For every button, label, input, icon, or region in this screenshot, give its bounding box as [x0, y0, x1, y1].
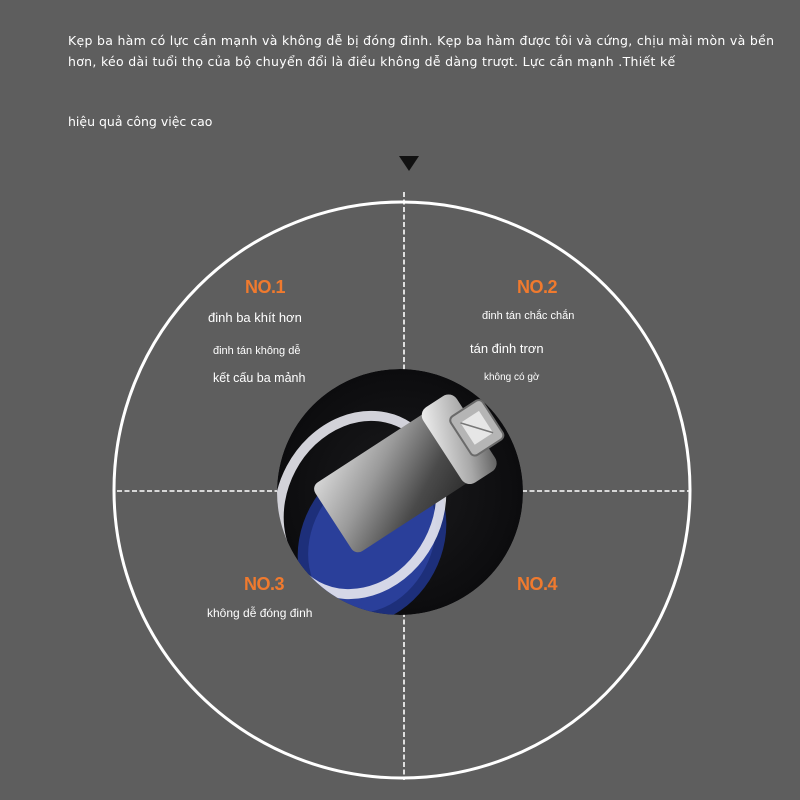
quadrant-3-line-1: không dễ đóng đinh: [207, 606, 313, 620]
quadrant-1-line-2: đinh tán không dễ: [213, 345, 301, 357]
quadrant-2-line-3: không có gờ: [484, 372, 540, 383]
quadrant-1-line-1: đinh ba khít hơn: [208, 310, 302, 325]
intro-continuation: hiệu quả công việc cao: [68, 114, 213, 129]
quadrant-2-line-1: đinh tán chắc chắn: [482, 310, 575, 322]
quadrant-1-number: NO.1: [245, 277, 286, 297]
quadrant-2-line-2: tán đinh trơn: [470, 341, 544, 356]
quadrant-4-number: NO.4: [517, 574, 558, 594]
intro-paragraph: Kẹp ba hàm có lực cắn mạnh và không dễ bị đóng đinh. Kẹp ba hàm được tôi và cứng, chịu mài mòn và bền hơn, kéo dài tuổi thọ của bộ chuyển đổi là điều không dễ dàng trượt. Lực cắn mạnh .Thiết kế: [68, 33, 775, 69]
quadrant-1-line-3: kết cấu ba mảnh: [213, 371, 306, 385]
quadrant-2-number: NO.2: [517, 277, 558, 297]
quadrant-3-number: NO.3: [244, 574, 285, 594]
